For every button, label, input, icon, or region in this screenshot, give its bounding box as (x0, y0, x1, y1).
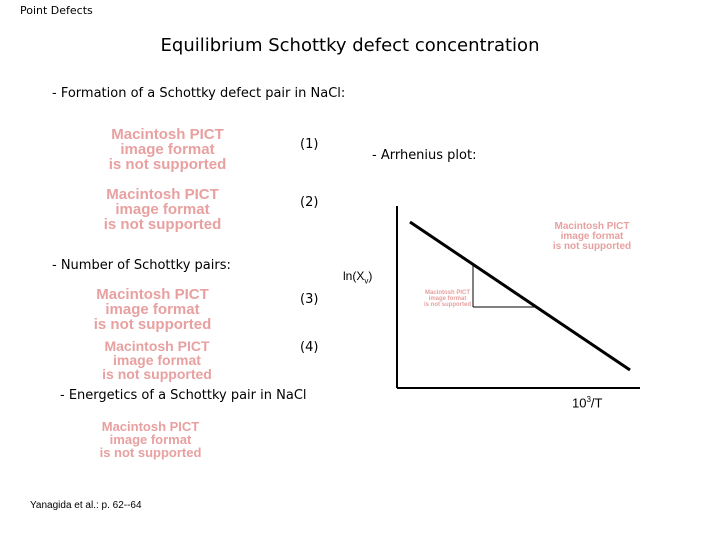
unsupported-image-placeholder: Macintosh PICT image format is not supported (424, 290, 471, 308)
equation-number-2: (2) (300, 195, 319, 210)
unsupported-image-placeholder: Macintosh PICT image format is not supported (102, 338, 212, 382)
unsupported-image-placeholder: Macintosh PICT image format is not supported (552, 221, 632, 252)
equation-number-3: (3) (300, 292, 319, 307)
equation-number-4: (4) (300, 340, 319, 355)
equation-number-1: (1) (300, 137, 319, 152)
bullet-energetics: - Energetics of a Schottky pair in NaCl (60, 388, 307, 403)
unsupported-image-placeholder: Macintosh PICT image format is not supported (99, 419, 202, 460)
y-axis-label: $\ln(X_v)$ (343, 269, 373, 286)
bullet-number-of-pairs: - Number of Schottky pairs: (52, 258, 231, 273)
section-header: Point Defects (20, 4, 93, 17)
bullet-formation: - Formation of a Schottky defect pair in NaCl: (52, 86, 346, 101)
unsupported-image-placeholder: Macintosh PICT image format is not supported (103, 186, 222, 233)
slide-title: Equilibrium Schottky defect concentration (160, 35, 540, 56)
unsupported-image-placeholder: Macintosh PICT image format is not supported (93, 286, 212, 333)
unsupported-image-placeholder: Macintosh PICT image format is not supported (108, 126, 227, 173)
arrhenius-line (410, 222, 630, 370)
reference-citation: Yanagida et al.: p. 62--64 (30, 500, 142, 511)
x-axis-label: $10^3/T$ (572, 395, 603, 411)
bullet-arrhenius: - Arrhenius plot: (372, 148, 477, 163)
